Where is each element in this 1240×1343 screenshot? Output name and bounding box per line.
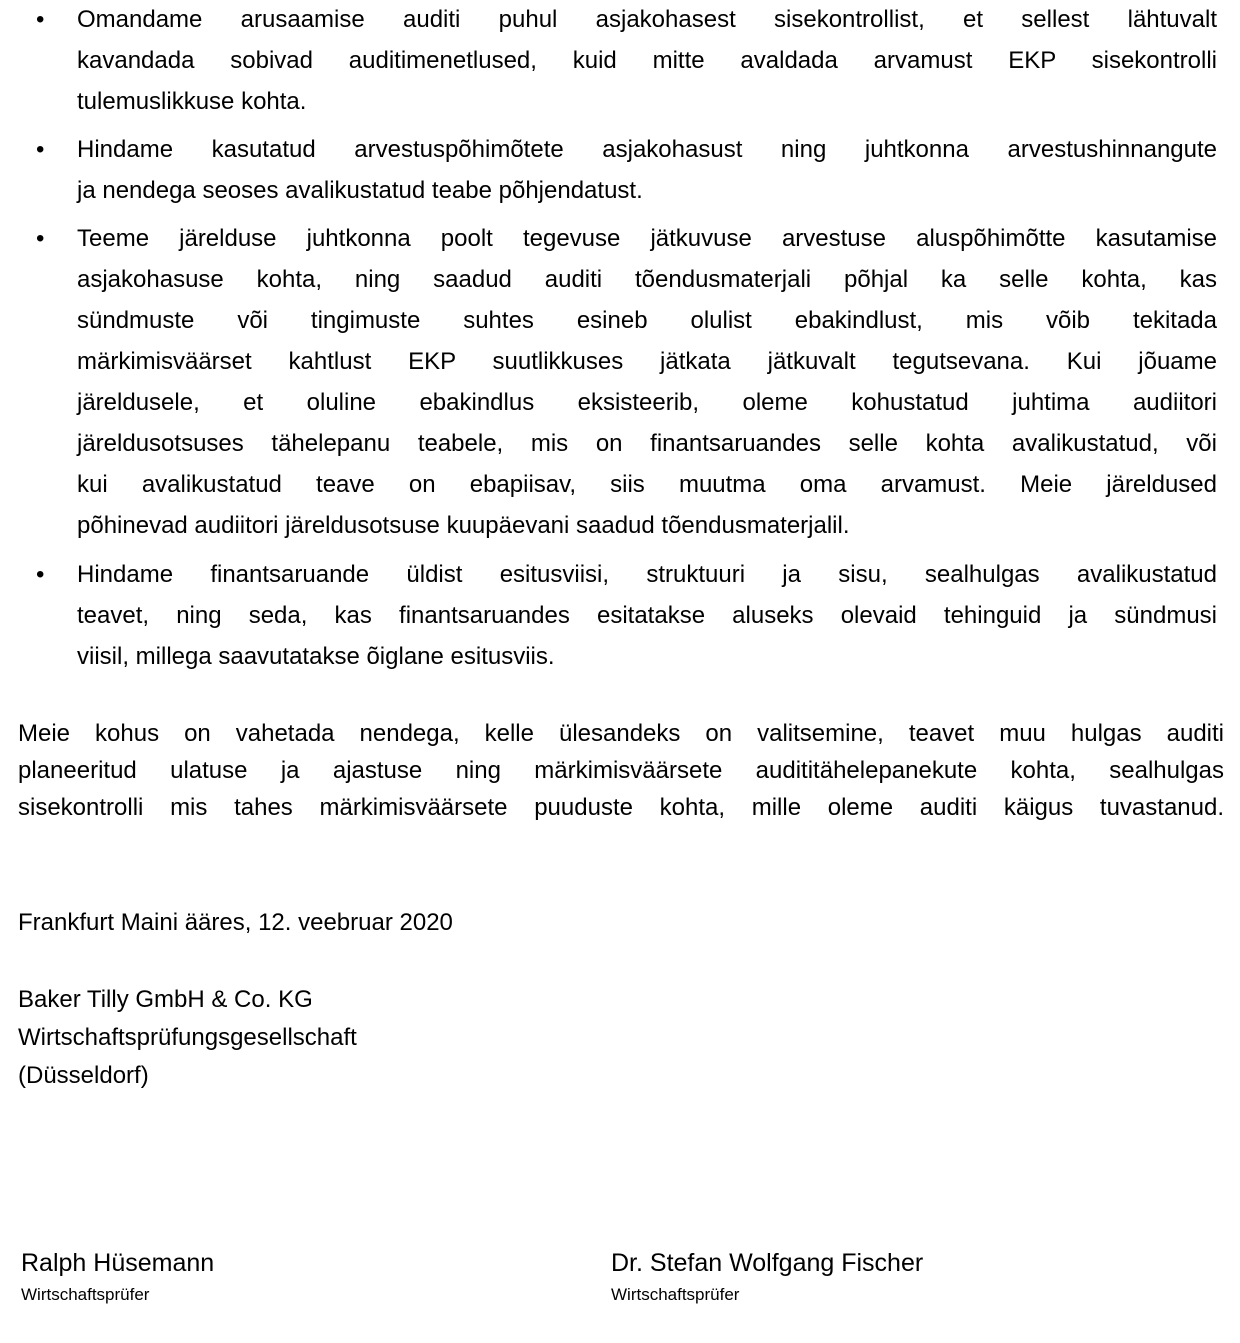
bullet-icon: • xyxy=(36,136,45,163)
text-line: järeldusotsuses tähelepanu teabele, mis on finantsaruandes selle kohta avalikustatud, või xyxy=(77,430,1217,457)
communication-paragraph xyxy=(18,715,1224,826)
text-line: sisekontrolli mis tahes märkimisväärsete puuduste kohta, mille oleme auditi käigus tuvastanud. xyxy=(18,794,1224,821)
bullet-icon: • xyxy=(36,6,45,33)
signatory-name: Ralph Hüsemann xyxy=(21,1249,215,1277)
signatory-2 xyxy=(611,1246,923,1307)
list-item-text xyxy=(77,0,1217,122)
text-line: Hindame finantsaruande üldist esitusviisi, struktuuri ja sisu, sealhulgas avalikustatud xyxy=(77,561,1217,588)
text-line: järeldusele, et oluline ebakindlus eksisteerib, oleme kohustatud juhtima audiitori xyxy=(77,389,1217,416)
text-line: tulemuslikkuse kohta. xyxy=(77,88,307,115)
text-line: sündmuste või tingimuste suhtes esineb olulist ebakindlust, mis võib tekitada xyxy=(77,307,1217,334)
text-line: Meie kohus on vahetada nendega, kelle ülesandeks on valitsemine, teavet muu hulgas auditi xyxy=(18,720,1224,747)
auditor-firm xyxy=(18,981,357,1095)
text-line: ja nendega seoses avalikustatud teabe põhjendatust. xyxy=(77,177,643,204)
signatory-title: Wirtschaftsprüfer xyxy=(611,1285,740,1304)
signatory-title: Wirtschaftsprüfer xyxy=(21,1285,150,1304)
text-line: märkimisväärset kahtlust EKP suutlikkuses jätkata jätkuvalt tegutsevana. Kui jõuame xyxy=(77,348,1217,375)
text-line: Omandame arusaamise auditi puhul asjakohasest sisekontrollist, et sellest lähtuvalt xyxy=(77,6,1217,33)
bullet-icon: • xyxy=(36,225,45,252)
firm-name: Baker Tilly GmbH & Co. KG xyxy=(18,986,313,1013)
text-line: kavandada sobivad auditimenetlused, kuid mitte avaldada arvamust EKP sisekontrolli xyxy=(77,47,1217,74)
text-line: planeeritud ulatuse ja ajastuse ning märkimisväärsete audititähelepanekute kohta, sealhulgas xyxy=(18,757,1224,784)
text-line: kui avalikustatud teave on ebapiisav, siis muutma oma arvamust. Meie järeldused xyxy=(77,471,1217,498)
signatory-name: Dr. Stefan Wolfgang Fischer xyxy=(611,1249,924,1277)
list-item-text xyxy=(77,218,1217,546)
firm-location: (Düsseldorf) xyxy=(18,1062,149,1089)
text-line: põhinevad audiitori järeldusotsuse kuupäevani saadud tõendusmaterjalil. xyxy=(77,512,850,539)
text-line: asjakohasuse kohta, ning saadud auditi tõendusmaterjali põhjal ka selle kohta, kas xyxy=(77,266,1217,293)
signatory-1 xyxy=(21,1246,214,1307)
list-item-text xyxy=(77,554,1217,677)
bullet-icon: • xyxy=(36,561,45,588)
text-line: Hindame kasutatud arvestuspõhimõtete asjakohasust ning juhtkonna arvestushinnangute xyxy=(77,136,1217,163)
list-item-text xyxy=(77,129,1217,211)
text-line: Teeme järelduse juhtkonna poolt tegevuse jätkuvuse arvestuse aluspõhimõtte kasutamise xyxy=(77,225,1217,252)
firm-type: Wirtschaftsprüfungsgesellschaft xyxy=(18,1024,357,1051)
text-line: teavet, ning seda, kas finantsaruandes esitatakse aluseks olevaid tehinguid ja sündmusi xyxy=(77,602,1217,629)
text-line: viisil, millega saavutatakse õiglane esitusviis. xyxy=(77,643,555,670)
place-date: Frankfurt Maini ääres, 12. veebruar 2020 xyxy=(18,909,453,936)
